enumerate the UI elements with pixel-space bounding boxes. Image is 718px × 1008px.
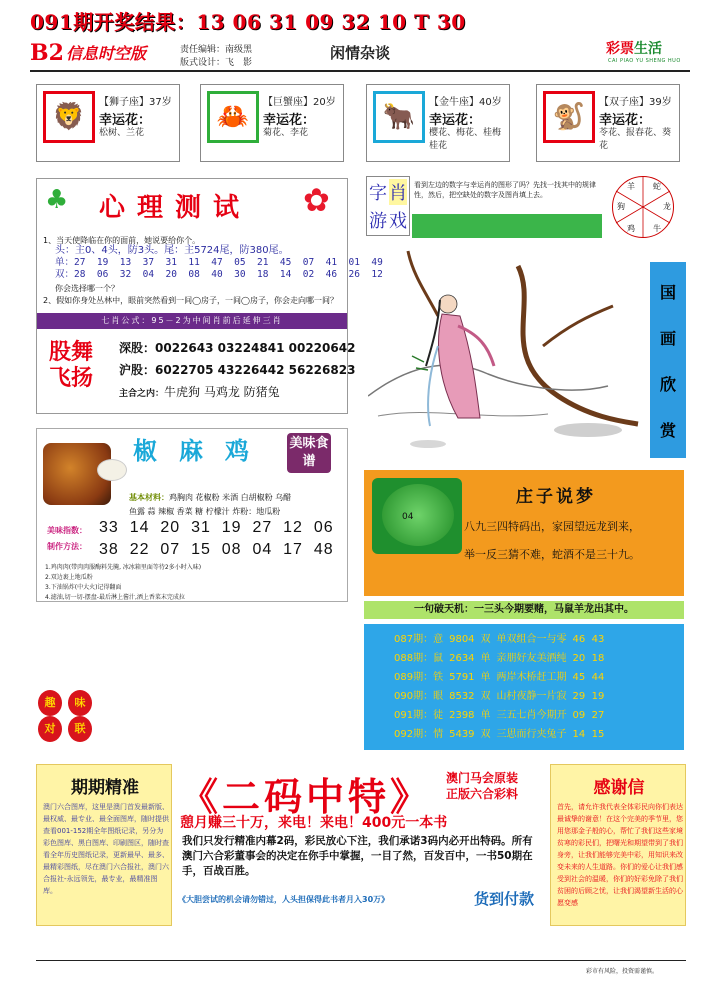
wheel-label: 牛 (653, 224, 661, 233)
history-parity: 单 (480, 710, 491, 721)
editor-credit: 责任编辑：南级黑 (180, 45, 253, 55)
psych-q2: 2、假如你身处丛林中，眼前突然看到一间◯房子，一间◯房子，你会走向哪一间？ (43, 296, 338, 305)
zhuangzi-box (364, 470, 684, 596)
history-parity: 双 (480, 729, 491, 740)
history-code: 5439 (449, 729, 475, 740)
macau-ad-line1: 澳门马会原装 (446, 771, 519, 785)
center-ad-text: 我们只发行精准内幕2码，彩民放心下注，我们承诺3码内必开出特码。所有澳门六合彩董事会的决定在你手中掌握，一目了然，百发百中，一书50期在手，百战百胜。 (182, 835, 533, 877)
psych-q1-sub: 头：主0、4头，防3头。尾：主5724尾，防380尾。 (55, 245, 289, 256)
history-row (394, 668, 684, 687)
history-period: 091期： (394, 710, 434, 721)
wheel-label: 蛇 (653, 182, 661, 191)
footer-divider (36, 960, 686, 961)
column-name: 闲情杂谈 (330, 44, 391, 62)
shen-value: 0022643 03224841 00220642 (155, 341, 356, 355)
painting-label-char: 欣 (659, 375, 676, 394)
zodiac-card (366, 84, 510, 162)
wheel-label: 狗 (617, 202, 625, 211)
rice-bowl (97, 459, 127, 481)
history-parity: 双 (480, 691, 491, 702)
painting-label-char: 国 (659, 283, 676, 302)
designer-credit: 版式设计：飞 影 (180, 58, 253, 68)
history-period: 092期： (394, 729, 434, 740)
zhuangzi-line1: 八九三四特码出，家园望远龙到来， (464, 520, 640, 533)
right-ad (550, 764, 686, 926)
history-nums: 45 44 (572, 672, 605, 683)
history-row (394, 630, 684, 649)
lantern-icon: 联 (68, 716, 92, 742)
brand-part2: 生活 (634, 41, 662, 57)
grid-char: 肖 (389, 179, 407, 205)
hu-value: 6022705 43226442 56226823 (155, 363, 356, 377)
lantern-icon: 对 (38, 716, 62, 742)
history-table (364, 624, 684, 750)
lottery-result-banner: 091期开奖结果：13 06 31 09 32 10 T 30 (30, 10, 466, 34)
zhuangzi-title: 庄子说梦 (516, 487, 596, 507)
brand-pinyin: CAI PIAO YU SHENG HUO (608, 58, 681, 64)
right-ad-text: 首先，请允许我代表全体彩民向你们表达最诚挚的谢意！在这个完美的季节里，您用您那金子般的心，帮忙了我们这些家境贫寒的彩民们，把曙光和期望带到了我们身旁，让我们能够完美中彩，用知识来改变未来的人生道路。你们的爱心让我们感受到社会的温暖，你们的好彩免除了我们贫困的后顾之忧，让我们渴望新生活的心愿变感 (557, 803, 683, 907)
painting-illustration (368, 246, 644, 460)
history-row (394, 649, 684, 668)
lion-icon: 🦁 (43, 91, 95, 143)
history-period: 090期： (394, 691, 434, 702)
flower-icon: ✿ (303, 181, 330, 219)
history-phrase: 亲朋好友美酒纯 (496, 653, 567, 664)
left-ad-title: 期期精准 (71, 778, 139, 798)
index-numbers: 33 14 20 31 19 27 12 06 (99, 519, 334, 536)
history-char: 意 (433, 634, 444, 645)
ingredients (129, 491, 344, 519)
history-nums: 46 43 (572, 634, 605, 645)
macau-ad (446, 770, 518, 802)
cod-label: 货到付款 (474, 890, 535, 908)
history-phrase: 三五七肖今期开 (496, 710, 567, 721)
crab-icon: 🦀 (207, 91, 259, 143)
shen-label: 深股： (119, 341, 156, 355)
zhuangzi-line2: 举一反三猜不难，蛇酒不是三十九。 (464, 548, 640, 561)
footer-note: 彩市有风险，投资需谨慎。 (586, 968, 659, 975)
riddle-bar (412, 214, 602, 238)
stock-logo (49, 339, 105, 391)
combo-label: 主合之内： (119, 389, 165, 399)
lucky-flower-label: 幸运花： (429, 113, 482, 128)
psych-q1-nums-odd: 单：27 19 13 37 31 11 47 05 21 45 07 41 01 49 (55, 257, 383, 268)
earn-line: 憩月赚三十万，来电！来电！400元一本书 (180, 815, 448, 831)
recipe-step: 2.双边裹上地瓜粉 (45, 574, 93, 581)
painting-label-char: 赏 (659, 421, 676, 440)
index-label: 美味指数： (47, 526, 87, 535)
bull-icon: 🐂 (373, 91, 425, 143)
formula-bar: 七肖公式：95－2为中间肖前后延伸三肖 (37, 313, 347, 329)
painting-label (650, 262, 686, 458)
zodiac-title: 【金牛座】40岁 (429, 97, 502, 108)
history-code: 5791 (449, 672, 475, 683)
recipe-box (36, 428, 348, 602)
history-phrase: 三思而行夹兔子 (496, 729, 567, 740)
history-nums: 29 19 (572, 691, 605, 702)
lucky-flower-value: 樱花、梅花、桂梅桂花 (429, 128, 502, 151)
history-rows (394, 630, 684, 744)
lantern-icon: 趣 (38, 690, 62, 716)
lucky-flower-value: 菊花、李花 (263, 128, 309, 138)
hu-label: 沪股： (119, 363, 156, 377)
history-char: 徒 (433, 710, 444, 721)
leaf-number: 04 (402, 512, 414, 522)
zodiac-card (36, 84, 180, 162)
lucky-flower-value: 松树、兰花 (99, 128, 145, 138)
tasty-badge: 美味食谱 (287, 433, 331, 473)
twins-icon: 🐒 (543, 91, 595, 143)
section-logo: 信息时空版 (66, 44, 147, 63)
page-code: B2 (30, 40, 64, 66)
stock-logo-text: 股舞飞扬 (49, 339, 94, 391)
ingredients-line2: 鱼露 蒜 辣椒 香菜 糖 柠檬汁 炸粉：地瓜粉 (129, 507, 281, 516)
center-ad-title: 《二码中特》 (180, 774, 433, 819)
history-row (394, 725, 684, 744)
history-char: 眼 (433, 691, 444, 702)
brand-logo (606, 38, 662, 58)
history-code: 2398 (449, 710, 475, 721)
recipe-title: 椒麻鸡 (133, 436, 271, 465)
zodiac-title: 【巨蟹座】20岁 (263, 97, 336, 108)
center-ad-footer: 《大胆尝试的机会请勿错过，人头担保得此书者月入30万》 (178, 895, 390, 904)
wheel-label: 鸡 (627, 224, 635, 233)
method-label: 制作方法： (47, 542, 87, 551)
wheel-label: 羊 (627, 182, 635, 191)
center-ad (172, 764, 550, 926)
history-period: 089期： (394, 672, 434, 683)
clover-icon: ♣ (45, 185, 69, 215)
history-code: 2634 (449, 653, 475, 664)
zodiac-card (536, 84, 680, 162)
ingredient-label: 基本材料： (129, 493, 169, 502)
zodiac-title: 【狮子座】37岁 (99, 97, 172, 108)
history-nums: 20 18 (572, 653, 605, 664)
psych-q1-end: 你会选择哪一个？ (55, 284, 119, 293)
zodiac-title: 【双子座】39岁 (599, 97, 672, 108)
shen-stock (119, 339, 355, 356)
grid-char: 游 (369, 211, 387, 232)
history-char: 情 (433, 729, 444, 740)
chinese-painting (368, 246, 644, 460)
wheel-label: 龙 (663, 202, 671, 211)
history-nums: 14 15 (572, 729, 605, 740)
brand-part1: 彩票 (606, 41, 634, 57)
lantern-icon: 味 (68, 690, 92, 716)
psych-q1-nums-even: 双：28 06 32 04 20 08 40 30 18 14 02 46 26 12 (55, 269, 383, 280)
history-period: 087期： (394, 634, 434, 645)
zodiac-wheel (612, 176, 674, 238)
ingredients-line1: 鸡胸肉 花椒粉 米酒 白胡椒粉 乌醋 (169, 493, 292, 502)
combo-value: 牛虎狗 马鸡龙 防猪兔 (164, 385, 280, 399)
method-numbers: 38 22 07 15 08 04 17 48 (99, 541, 334, 558)
psych-q1: 1、当天使降临在你的面前，她说要给你个。 (43, 236, 201, 245)
left-ad (36, 764, 172, 926)
grid-char: 戏 (389, 211, 407, 232)
painting-label-char: 画 (659, 329, 676, 348)
riddle-text: 看到左边的数字与幸运肖的图形了吗？先找一找其中的规律性，然后，把空缺处的数字及图肖填上去。 (414, 181, 596, 199)
bottom-ads (36, 764, 686, 926)
history-period: 088期： (394, 653, 434, 664)
hu-stock (119, 361, 355, 378)
lucky-flower-label: 幸运花： (263, 113, 316, 128)
zodiac-combo (119, 383, 280, 400)
history-parity: 单 (480, 672, 491, 683)
recipe-step: 4.滤油,切一切-摆盘-最后淋上酱汁,洒上香菜末完成拉 (45, 594, 185, 601)
lotus-leaf (382, 484, 454, 546)
lucky-flower-label: 幸运花： (99, 113, 152, 128)
history-code: 9804 (449, 634, 475, 645)
zodiac-game-grid (366, 176, 410, 236)
history-phrase: 单双组合一与零 (496, 634, 567, 645)
history-char: 铁 (433, 672, 444, 683)
history-nums: 09 27 (572, 710, 605, 721)
history-code: 8532 (449, 691, 475, 702)
history-row (394, 706, 684, 725)
history-phrase: 山村夜静一片寂 (496, 691, 567, 702)
recipe-step: 3.下油锅炸(中大火)记得翻面 (45, 584, 122, 591)
psych-test-title: 心理测试 (99, 193, 252, 223)
tip-bar: 一句破天机：一三头今期要赌，马鼠羊龙出其中。 (364, 601, 684, 619)
history-parity: 单 (480, 653, 491, 664)
page-header (30, 38, 690, 72)
history-phrase: 两岸木桥赶工期 (496, 672, 567, 683)
recipe-step: 1.鸡肉肉(带肉肉服酶料先腌, 冰冰箱里面等待2多小时入味) (45, 564, 202, 571)
history-char: 鼠 (433, 653, 444, 664)
macau-ad-line2: 正版六合彩料 (446, 787, 519, 801)
lucky-flower-label: 幸运花： (599, 113, 652, 128)
history-row (394, 687, 684, 706)
psych-test-box (36, 178, 383, 414)
zodiac-card (200, 84, 344, 162)
lotus-leaf-image (372, 478, 462, 554)
grid-char: 字 (369, 183, 387, 204)
history-parity: 双 (480, 634, 491, 645)
right-ad-title: 感谢信 (593, 778, 645, 798)
lucky-flower-value: 苓花、报春花、葵花 (599, 128, 672, 151)
recipe-steps (45, 563, 201, 603)
left-ad-text: 澳门六合图库，这里是澳门首发最新版、最权威、最专业、最全面图库，随时提供查看001-152期全年图纸记录，另分为彩色图库、黑白图库、印刷图区，随时查看全年历史图纸记录，更新最早、最多、最精彩图纸，尽在澳门六合报社，澳门六合报社-永远领先，最专业，最精准图库。 (43, 803, 169, 895)
